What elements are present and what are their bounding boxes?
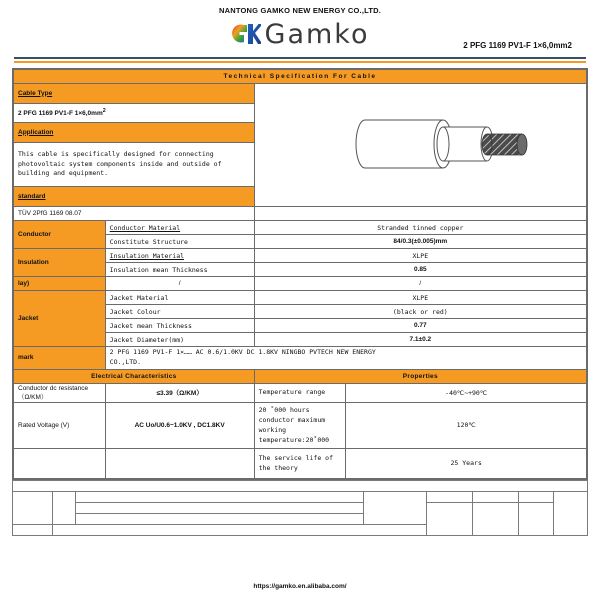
blank-cell [53,524,427,535]
jacket-diameter-value: 7.1±0.2 [254,333,586,347]
empty-value-cell [105,448,254,478]
gk-logo-icon [231,21,261,47]
table-row-jacket-1 [14,291,587,305]
constitute-structure-label: Constitute Structure [105,235,254,249]
rated-voltage-value: AC Uo/U0.6~1.0KV , DC1.8KV [105,402,254,448]
empty-label-cell [14,448,106,478]
blank-grid-wrapper [12,480,588,536]
blank-cell [473,502,519,535]
standard-value: TÜV 2PfG 1169 08.07 [14,207,255,221]
footer-url[interactable]: https://gamko.en.alibaba.com/ [253,583,347,590]
jacket-thickness-label: Jacket mean Thickness [105,319,254,333]
standard-header: standard [14,187,255,207]
cable-type-value [14,103,255,123]
insulation-thickness-value: 0.85 [254,263,586,277]
jacket-colour-label: Jacket Colour [105,305,254,319]
blank-cell [553,491,588,535]
lay-label: / [105,277,254,291]
blank-cell [76,513,364,524]
company-name: NANTONG GAMKO NEW ENERGY CO.,LTD. [218,6,382,15]
specification-table-wrapper [12,68,588,480]
blank-cell [427,491,473,502]
header-divider-dark [14,57,586,59]
jacket-material-value: XLPE [254,291,586,305]
group-label-conductor: Conductor [14,221,106,249]
cable-type-superscript: 2 [102,108,106,115]
blank-cell [473,491,519,502]
blank-row-2 [13,491,588,502]
jacket-material-label: Jacket Material [105,291,254,305]
conductor-material-label: Conductor Material [105,221,254,235]
group-label-jacket: Jacket [14,291,106,347]
application-header: Application [14,123,255,143]
cable-type-header: Cable Type [14,84,255,104]
jacket-thickness-value: 0.77 [254,319,586,333]
group-label-mark: mark [14,347,106,370]
service-life-value: 25 Years [346,448,587,478]
table-row-electrical-1 [14,383,587,402]
blank-cell [519,491,554,502]
specification-table [13,69,587,479]
table-row-standard-value [14,207,587,221]
table-row-lay [14,277,587,291]
application-description: This cable is specifically designed for connecting photovoltaic system components inside and outside of building and equipment. [14,142,255,187]
cable-cross-section-illustration [254,84,586,207]
mark-text [105,347,586,370]
max-working-temperature-value: 120℃ [346,402,587,448]
header-divider-orange [14,61,586,63]
blank-cell [13,480,588,491]
mark-line-1: 2 PFG 1169 PV1-F 1×…… AC 0.6/1.0KV DC 1.8KV NINGBO PVTECH NEW ENERGY [109,348,376,356]
blank-cell [76,502,364,513]
blank-cell [427,502,473,535]
blank-cell [519,502,554,535]
max-working-temperature-label: 20 ˚000 hours conductor maximum working temperature:20˚000 [254,402,346,448]
conductor-dc-resistance-label: Conductor dc resistance（Ω/KM） [14,383,106,402]
conductor-material-value: Stranded tinned copper [254,221,586,235]
blank-row-3 [13,502,588,513]
table-row-insulation-1 [14,249,587,263]
illustration-spacer [254,207,586,221]
blank-grid-table [12,480,588,536]
table-row-mark [14,347,587,370]
group-label-insulation: Insulation [14,249,106,277]
blank-cell [363,491,426,524]
brand-logo-row [0,17,600,51]
brand-name: Gamko [264,18,370,50]
table-row-title [14,70,587,84]
mark-line-2: CO.,LTD. [109,357,141,366]
blank-row-1 [13,480,588,491]
blank-cell [76,491,364,502]
conductor-dc-resistance-value: ≤3.39（Ω/KM） [105,383,254,402]
properties-header: Properties [254,369,586,383]
insulation-material-label: Insulation Material [105,249,254,263]
table-row-cable-type-head [14,84,587,104]
blank-cell [13,491,53,524]
cable-type-value-text: 2 PFG 1169 PV1-F 1×6,0mm [18,110,103,118]
table-row-conductor-1 [14,221,587,235]
blank-cell [13,524,53,535]
jacket-diameter-label: Jacket Diameter(mm) [105,333,254,347]
insulation-thickness-label: Insulation mean Thickness [105,263,254,277]
spec-title: Technical Specification For Cable [14,70,587,84]
group-label-lay: lay) [14,277,106,291]
electrical-characteristics-header: Electrical Characteristics [14,369,255,383]
header-model-code: 2 PFG 1169 PV1-F 1×6,0mm2 [463,41,572,50]
insulation-material-value: XLPE [254,249,586,263]
rated-voltage-label: Rated Voltage (V) [14,402,106,448]
constitute-structure-value: 84/0.3(±0.005)mm [254,235,586,249]
lay-value: / [254,277,586,291]
service-life-label: The service life of the theory [254,448,346,478]
table-row-electrical-3 [14,448,587,478]
temperature-range-value: -40℃~+90℃ [346,383,587,402]
temperature-range-label: Temperature range [254,383,346,402]
blank-cell [53,491,76,524]
table-row-electrical-2 [14,402,587,448]
jacket-colour-value: (black or red) [254,305,586,319]
table-row-electrical-head [14,369,587,383]
